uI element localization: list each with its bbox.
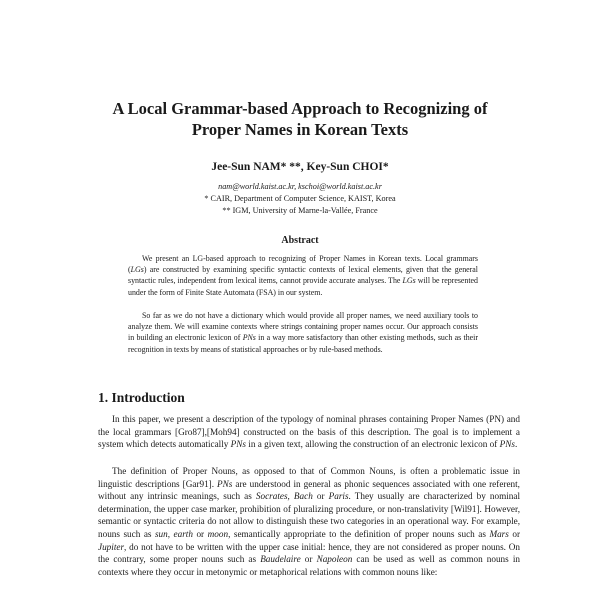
text-run: So far as we do not have a dictionary which would provide all proper names, we need auxiliary tools to analyze them. We will examine contexts where strings containing proper names occur. Our approach consists in building an electronic lexicon of bbox=[128, 311, 478, 343]
text-run: or bbox=[508, 528, 521, 539]
text-run: . bbox=[514, 439, 518, 450]
author-emails: nam@world.kaist.ac.kr, kschoi@world.kaist.ac.kr bbox=[218, 182, 382, 191]
text-run: ) are constructed by examining specific syntactic contexts of lexical elements, given that the general syntactic rules, independent from lexical items, cannot provide accurate analyses. The bbox=[128, 265, 478, 286]
paper-title bbox=[0, 98, 600, 140]
term-italic: PNs bbox=[230, 439, 246, 450]
example-italic: sun, earth bbox=[154, 528, 193, 539]
body-paragraph-2 bbox=[98, 465, 520, 578]
title-line-2: Proper Names in Korean Texts bbox=[191, 120, 409, 139]
text-run: or bbox=[312, 491, 329, 502]
text-run: can be used as well as common nouns in contexts where they occur in metonymic or metaphorical relations with common nouns like: bbox=[98, 554, 520, 577]
affiliation-2: ** IGM, University of Marne-la-Vallée, France bbox=[222, 206, 378, 215]
abstract-paragraph-2 bbox=[128, 310, 478, 355]
text-run: In this paper, we present a description of the typology of nominal phrases containing Proper Names (PN) and the local grammars [Gro87],[Moh94] constructed on the basis of this description. The goal is to implement a system which detects automatically bbox=[98, 414, 520, 450]
text-run: We present an LG-based approach to recognizing of Proper Names in Korean texts. Local grammars ( bbox=[128, 254, 478, 275]
abstract-heading: Abstract bbox=[281, 235, 319, 246]
text-run: , do not have to be written with the upper case initial: hence, they are not considered as proper nouns. On the contrary, some proper nouns such as bbox=[98, 541, 520, 565]
authors: Jee-Sun NAM* **, Key-Sun CHOI* bbox=[211, 161, 389, 173]
abstract-paragraph-1 bbox=[128, 253, 478, 298]
title-line-1: A Local Grammar-based Approach to Recognizing of bbox=[112, 99, 488, 118]
text-run: will be represented under the form of Finite State Automata (FSA) in our system. bbox=[128, 276, 479, 297]
term-italic: PNs bbox=[242, 333, 256, 343]
example-italic: Jupiter bbox=[98, 541, 125, 552]
example-italic: Paris bbox=[328, 491, 349, 502]
term-italic: LGs bbox=[402, 276, 416, 286]
term-italic: LGs bbox=[130, 265, 144, 275]
example-italic: Baudelaire bbox=[260, 554, 301, 565]
body-paragraph-1 bbox=[98, 413, 520, 451]
term-italic: PNs bbox=[217, 478, 233, 489]
term-italic: PNs bbox=[499, 439, 515, 450]
text-run: in a way more satisfactory than other existing methods, such as their recognition in texts by means of statistical approaches or by rule-based methods. bbox=[128, 333, 478, 354]
section-heading: 1. Introduction bbox=[98, 390, 185, 405]
affiliation-1: * CAIR, Department of Computer Science, KAIST, Korea bbox=[204, 194, 396, 203]
text-run: in a given text, allowing the construction of an electronic lexicon of bbox=[246, 439, 500, 450]
text-run: or bbox=[300, 554, 317, 565]
example-italic: Napoleon bbox=[316, 554, 353, 565]
example-italic: Socrates, Bach bbox=[255, 491, 313, 502]
example-italic: moon bbox=[207, 528, 229, 539]
text-run: , semantically appropriate to the definition of proper nouns such as bbox=[228, 528, 490, 539]
text-run: . They usually are characterized by nominal determination, the upper case marker, prohibition of pluralizing procedure, or non-translativity [Wil91]. However, semantic or syntactic criteria do not allow to distinguish these two categories in an operational way. For example, nouns such as bbox=[98, 491, 520, 539]
example-italic: Mars bbox=[489, 528, 509, 539]
text-run: The definition of Proper Nouns, as opposed to that of Common Nouns, is often a problematic issue in linguistic descriptions [Gar91]. bbox=[98, 466, 520, 489]
text-run: are understood in general as phonic sequences associated with one referent, without any intrinsic meanings, such as bbox=[98, 478, 520, 502]
text-run: or bbox=[192, 528, 208, 539]
